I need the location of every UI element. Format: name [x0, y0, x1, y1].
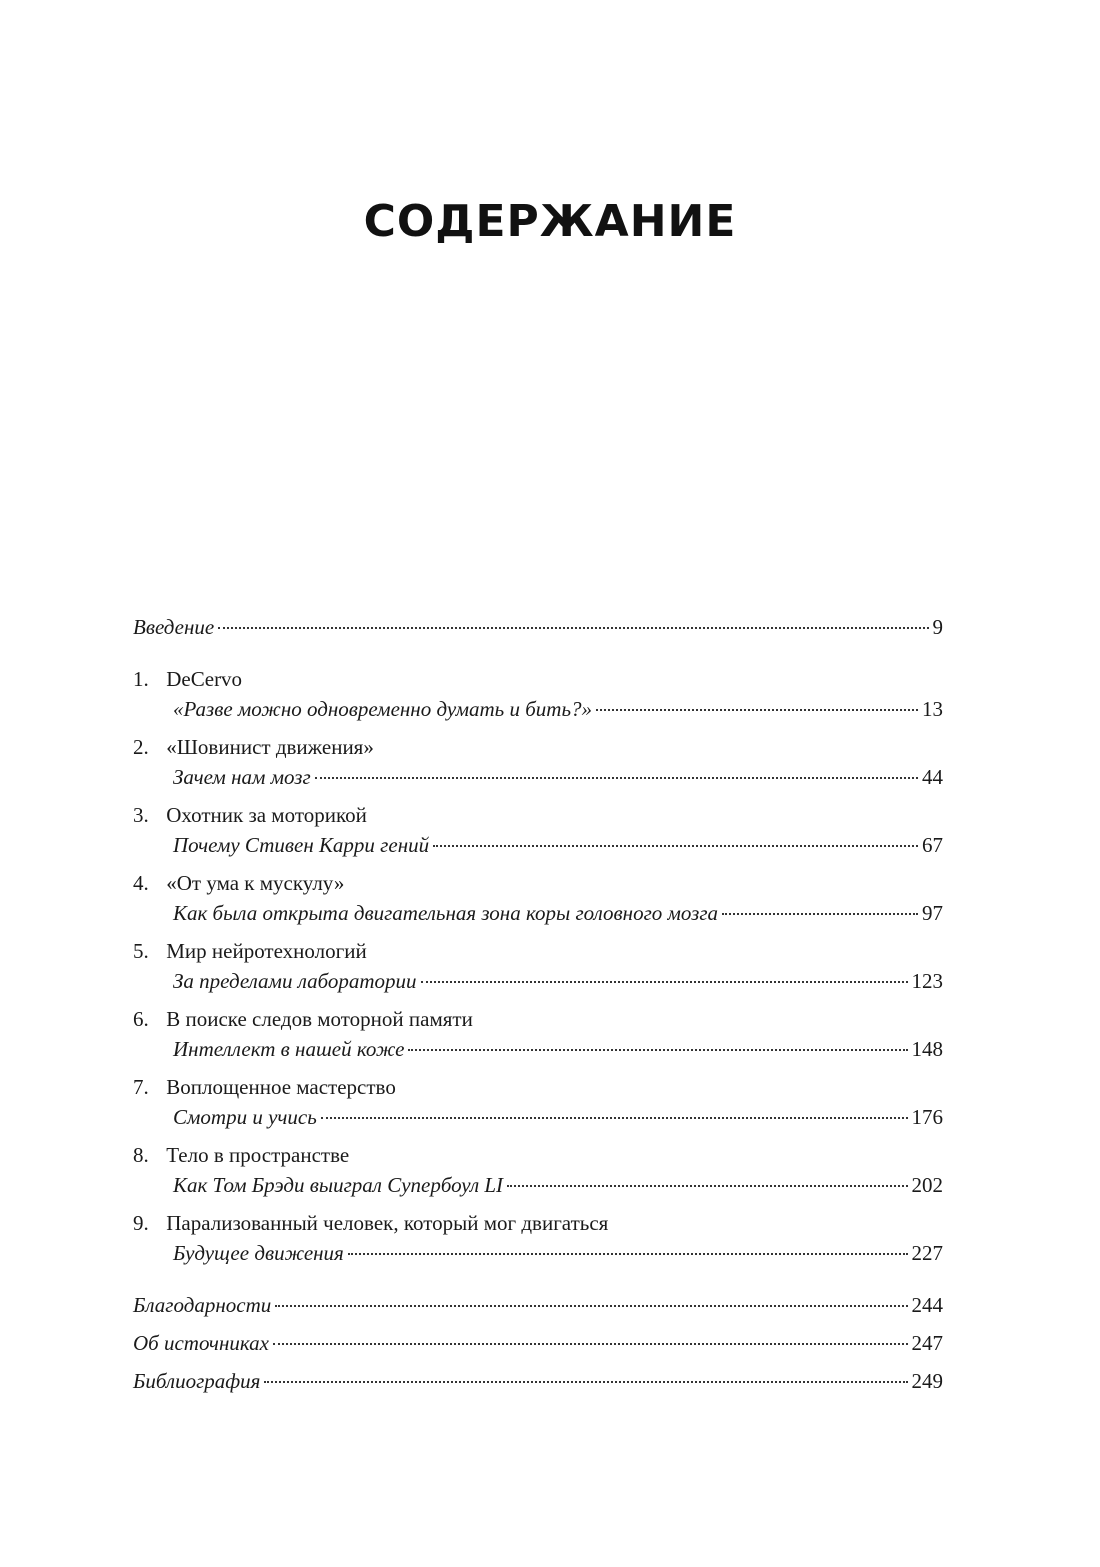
toc-entry-chapter-subtitle[interactable] [133, 1102, 943, 1132]
toc-entry-page: 13 [922, 697, 943, 721]
toc-chapter-5 [133, 936, 943, 996]
toc-entry-label: Интеллект в нашей коже [173, 1037, 405, 1061]
dot-leader [218, 627, 928, 629]
dot-leader [348, 1253, 908, 1255]
chapter-number: 6. [133, 1007, 149, 1031]
toc-entry-chapter-subtitle[interactable] [133, 1238, 943, 1268]
toc-entry-page: 247 [911, 1331, 943, 1355]
dot-leader [722, 913, 918, 915]
toc-entry-label: Благодарности [133, 1293, 272, 1317]
toc-entry-page: 67 [922, 833, 943, 857]
chapter-title[interactable] [133, 800, 943, 830]
toc-entry-label: Почему Стивен Карри гений [173, 833, 430, 857]
toc-entry-page: 227 [911, 1241, 943, 1265]
chapter-number: 9. [133, 1211, 149, 1235]
toc-chapter-3 [133, 800, 943, 860]
toc-entry-page: 97 [922, 901, 943, 925]
chapter-number: 2. [133, 735, 149, 759]
toc-entry-page: 244 [911, 1293, 943, 1317]
dot-leader [408, 1049, 907, 1051]
toc-entry-label: Как Том Брэди выиграл Супербоул LI [173, 1173, 504, 1197]
chapter-number: 3. [133, 803, 149, 827]
toc-entry-chapter-subtitle[interactable] [133, 1034, 943, 1064]
chapter-title[interactable] [133, 1004, 943, 1034]
toc-entry-label: Библиография [133, 1369, 261, 1393]
toc-entry-chapter-subtitle[interactable] [133, 898, 943, 928]
toc-chapter-4 [133, 868, 943, 928]
toc-chapter-9 [133, 1208, 943, 1268]
toc-entry-label: За пределами лаборатории [173, 969, 417, 993]
dot-leader [273, 1343, 908, 1345]
toc-entry-label: Зачем нам мозг [173, 765, 311, 789]
chapter-number: 8. [133, 1143, 149, 1167]
toc-chapter-2 [133, 732, 943, 792]
toc-entry-label: Смотри и учись [173, 1105, 317, 1129]
toc-chapter-6 [133, 1004, 943, 1064]
chapter-title-text: «От ума к мускулу» [166, 871, 345, 895]
toc-chapter-8 [133, 1140, 943, 1200]
toc-entry-label: «Разве можно одновременно думать и бить?» [173, 697, 593, 721]
toc-entry-bibliography[interactable] [133, 1366, 943, 1396]
dot-leader [421, 981, 908, 983]
toc-entry-label: Будущее движения [173, 1241, 344, 1265]
chapter-number: 4. [133, 871, 149, 895]
toc-entry-page: 148 [911, 1037, 943, 1061]
dot-leader [264, 1381, 907, 1383]
chapter-title-text: «Шовинист движения» [166, 735, 374, 759]
chapter-title[interactable] [133, 664, 943, 694]
toc-entry-page: 176 [911, 1105, 943, 1129]
dot-leader [275, 1305, 907, 1307]
toc-entry-intro[interactable] [133, 612, 943, 642]
toc-entry-chapter-subtitle[interactable] [133, 1170, 943, 1200]
chapter-title[interactable] [133, 1072, 943, 1102]
chapter-number: 7. [133, 1075, 149, 1099]
table-of-contents [133, 612, 943, 1404]
toc-entry-page: 202 [911, 1173, 943, 1197]
toc-entry-page: 123 [911, 969, 943, 993]
toc-entry-page: 249 [911, 1369, 943, 1393]
chapter-title-text: Тело в пространстве [166, 1143, 350, 1167]
chapter-title[interactable] [133, 936, 943, 966]
dot-leader [315, 777, 918, 779]
toc-entry-page: 9 [932, 615, 943, 639]
toc-entry-label: Как была открыта двигательная зона коры головного мозга [173, 901, 719, 925]
toc-entry-label: Об источниках [133, 1331, 269, 1355]
chapter-title[interactable] [133, 732, 943, 762]
toc-entry-sources[interactable] [133, 1328, 943, 1358]
chapter-number: 5. [133, 939, 149, 963]
chapter-title-text: Воплощенное мастерство [166, 1075, 396, 1099]
toc-entry-acknowledgements[interactable] [133, 1290, 943, 1320]
chapter-title[interactable] [133, 1208, 943, 1238]
toc-chapter-7 [133, 1072, 943, 1132]
toc-entry-chapter-subtitle[interactable] [133, 966, 943, 996]
dot-leader [433, 845, 918, 847]
toc-entry-label: Введение [133, 615, 215, 639]
chapter-title[interactable] [133, 1140, 943, 1170]
chapter-title-text: Парализованный человек, который мог двигаться [166, 1211, 609, 1235]
toc-entry-chapter-subtitle[interactable] [133, 762, 943, 792]
page-title: СОДЕРЖАНИЕ [363, 196, 737, 247]
chapter-title[interactable] [133, 868, 943, 898]
toc-chapter-1 [133, 664, 943, 724]
chapter-title-text: Мир нейротехнологий [166, 939, 367, 963]
chapter-title-text: В поиске следов моторной памяти [166, 1007, 473, 1031]
chapter-title-text: DeCervo [166, 667, 243, 691]
toc-entry-page: 44 [922, 765, 943, 789]
chapter-number: 1. [133, 667, 149, 691]
toc-entry-chapter-subtitle[interactable] [133, 694, 943, 724]
toc-entry-chapter-subtitle[interactable] [133, 830, 943, 860]
dot-leader [321, 1117, 908, 1119]
dot-leader [507, 1185, 907, 1187]
chapter-title-text: Охотник за моторикой [166, 803, 367, 827]
dot-leader [596, 709, 918, 711]
